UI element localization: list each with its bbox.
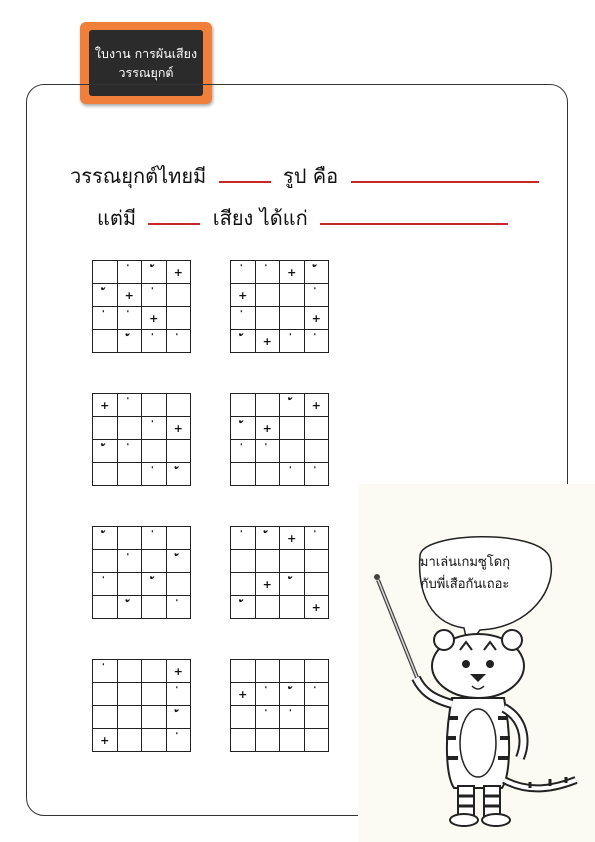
sudoku-cell	[166, 596, 191, 619]
sudoku-cell	[117, 596, 142, 619]
sudoku-grid-4	[230, 393, 329, 486]
sudoku-cell[interactable]	[304, 660, 329, 683]
sudoku-cell	[304, 330, 329, 353]
sudoku-cell[interactable]	[93, 683, 118, 706]
sudoku-cell[interactable]	[255, 729, 280, 752]
sudoku-cell	[117, 550, 142, 573]
sudoku-cell	[280, 683, 305, 706]
sudoku-cell[interactable]	[166, 307, 191, 330]
sudoku-cell[interactable]	[117, 573, 142, 596]
sudoku-row	[93, 596, 191, 619]
sudoku-cell: +	[93, 729, 118, 752]
worksheet-title-line2: วรรณยุกต์	[118, 65, 174, 80]
sudoku-cell	[117, 394, 142, 417]
sudoku-row	[93, 440, 191, 463]
sudoku-cell[interactable]	[166, 284, 191, 307]
sudoku-cell[interactable]	[166, 573, 191, 596]
sudoku-cell[interactable]	[231, 660, 256, 683]
sudoku-cell[interactable]	[255, 596, 280, 619]
sudoku-cell	[231, 261, 256, 284]
sudoku-cell	[117, 330, 142, 353]
sudoku-cell[interactable]	[142, 706, 167, 729]
sudoku-cell[interactable]	[142, 660, 167, 683]
sudoku-row	[231, 330, 329, 353]
sudoku-cell: +	[166, 261, 191, 284]
sudoku-row	[231, 307, 329, 330]
sudoku-row	[93, 660, 191, 683]
question-1-text-a: วรรณยุกต์ไทยมี	[70, 164, 207, 188]
sudoku-row	[231, 417, 329, 440]
sudoku-cell	[231, 307, 256, 330]
sudoku-row	[231, 394, 329, 417]
sudoku-grid-6	[230, 526, 329, 619]
sudoku-cell	[255, 440, 280, 463]
answer-blank-count-forms[interactable]	[219, 180, 271, 183]
sudoku-cell[interactable]	[93, 330, 118, 353]
speech-bubble-line2: กับพี่เสือกันเถอะ	[420, 577, 510, 592]
sudoku-cell[interactable]	[231, 729, 256, 752]
sudoku-cell	[166, 683, 191, 706]
sudoku-cell[interactable]	[117, 729, 142, 752]
sudoku-cell[interactable]	[93, 596, 118, 619]
sudoku-cell[interactable]	[231, 394, 256, 417]
sudoku-cell[interactable]	[231, 550, 256, 573]
sudoku-cell	[231, 330, 256, 353]
sudoku-cell: +	[231, 284, 256, 307]
sudoku-cell	[93, 573, 118, 596]
sudoku-cell[interactable]	[117, 683, 142, 706]
sudoku-cell[interactable]	[280, 307, 305, 330]
sudoku-row	[93, 706, 191, 729]
sudoku-cell: +	[166, 660, 191, 683]
sudoku-row	[93, 284, 191, 307]
sudoku-cell	[280, 573, 305, 596]
sudoku-cell[interactable]	[166, 527, 191, 550]
sudoku-row	[93, 394, 191, 417]
sudoku-row	[93, 550, 191, 573]
sudoku-cell[interactable]	[142, 550, 167, 573]
sudoku-cell	[93, 660, 118, 683]
sudoku-cell	[117, 440, 142, 463]
sudoku-row	[231, 440, 329, 463]
sudoku-cell: +	[304, 307, 329, 330]
sudoku-cell[interactable]	[231, 706, 256, 729]
sudoku-row	[93, 729, 191, 752]
sudoku-cell	[255, 706, 280, 729]
sudoku-cell[interactable]	[304, 573, 329, 596]
sudoku-cell	[142, 330, 167, 353]
tiger-icon	[416, 630, 576, 826]
sudoku-row	[231, 284, 329, 307]
sudoku-cell	[231, 440, 256, 463]
sudoku-cell: +	[280, 527, 305, 550]
sudoku-cell[interactable]	[231, 463, 256, 486]
sudoku-cell[interactable]	[255, 463, 280, 486]
sudoku-cell	[166, 463, 191, 486]
sudoku-row	[231, 729, 329, 752]
sudoku-cell[interactable]	[304, 729, 329, 752]
sudoku-cell[interactable]	[166, 394, 191, 417]
sudoku-row	[231, 550, 329, 573]
sudoku-cell[interactable]	[280, 417, 305, 440]
sudoku-grid-8	[230, 659, 329, 752]
sudoku-cell	[255, 683, 280, 706]
sudoku-cell[interactable]	[255, 307, 280, 330]
sudoku-cell[interactable]	[280, 729, 305, 752]
sudoku-cell[interactable]	[117, 706, 142, 729]
sudoku-cell	[142, 261, 167, 284]
sudoku-cell[interactable]	[142, 440, 167, 463]
speech-bubble-text	[390, 552, 540, 596]
sudoku-cell[interactable]	[93, 417, 118, 440]
sudoku-cell	[93, 307, 118, 330]
sudoku-cell	[117, 261, 142, 284]
sudoku-cell[interactable]	[93, 463, 118, 486]
sudoku-cell[interactable]	[255, 394, 280, 417]
sudoku-cell	[166, 330, 191, 353]
sudoku-cell: +	[255, 330, 280, 353]
sudoku-row	[231, 660, 329, 683]
sudoku-cell[interactable]	[255, 550, 280, 573]
sudoku-row	[93, 417, 191, 440]
sudoku-row	[231, 527, 329, 550]
sudoku-cell[interactable]	[117, 463, 142, 486]
sudoku-row	[231, 573, 329, 596]
sudoku-cell	[142, 284, 167, 307]
sudoku-cell[interactable]	[304, 706, 329, 729]
sudoku-row	[231, 683, 329, 706]
sudoku-cell	[93, 284, 118, 307]
sudoku-cell	[93, 440, 118, 463]
sudoku-cell[interactable]	[93, 261, 118, 284]
sudoku-row	[93, 261, 191, 284]
sudoku-row	[93, 573, 191, 596]
question-2	[97, 202, 514, 234]
sudoku-cell: +	[304, 596, 329, 619]
question-2-text-a: แต่มี	[97, 206, 137, 230]
sudoku-cell	[166, 706, 191, 729]
sudoku-cell: +	[280, 261, 305, 284]
sudoku-cell	[142, 573, 167, 596]
sudoku-cell: +	[255, 417, 280, 440]
sudoku-cell[interactable]	[304, 417, 329, 440]
sudoku-cell	[142, 527, 167, 550]
sudoku-cell	[231, 527, 256, 550]
sudoku-row	[93, 330, 191, 353]
sudoku-cell	[280, 706, 305, 729]
answer-blank-tones[interactable]	[320, 222, 508, 225]
sudoku-row	[231, 463, 329, 486]
sudoku-cell[interactable]	[255, 284, 280, 307]
sudoku-cell[interactable]	[117, 417, 142, 440]
answer-blank-forms[interactable]	[351, 180, 539, 183]
sudoku-cell	[166, 729, 191, 752]
sudoku-cell[interactable]	[93, 706, 118, 729]
sudoku-cell	[304, 463, 329, 486]
sudoku-cell	[142, 463, 167, 486]
sudoku-cell	[231, 596, 256, 619]
sudoku-grid-5	[92, 526, 191, 619]
sudoku-row	[231, 261, 329, 284]
sudoku-cell	[93, 527, 118, 550]
sudoku-cell	[304, 527, 329, 550]
sudoku-row	[93, 683, 191, 706]
sudoku-cell	[255, 527, 280, 550]
sudoku-row	[93, 527, 191, 550]
sudoku-cell	[231, 417, 256, 440]
question-1	[70, 160, 545, 192]
sudoku-row	[231, 706, 329, 729]
sudoku-cell: +	[255, 573, 280, 596]
sudoku-cell	[142, 417, 167, 440]
sudoku-grid-3	[92, 393, 191, 486]
sudoku-cell[interactable]	[142, 683, 167, 706]
sudoku-cell[interactable]	[280, 596, 305, 619]
sudoku-cell	[255, 261, 280, 284]
sudoku-grid-7	[92, 659, 191, 752]
sudoku-cell[interactable]	[166, 440, 191, 463]
sudoku-cell: +	[304, 394, 329, 417]
worksheet-title-line1: ใบงาน การผันเสียง	[94, 46, 198, 61]
sudoku-cell	[280, 394, 305, 417]
sudoku-grid-2	[230, 260, 329, 353]
sudoku-cell	[304, 261, 329, 284]
sudoku-cell: +	[166, 417, 191, 440]
sudoku-cell: +	[142, 307, 167, 330]
sudoku-cell[interactable]	[304, 550, 329, 573]
sudoku-cell[interactable]	[280, 440, 305, 463]
sudoku-cell[interactable]	[142, 596, 167, 619]
sudoku-grid-1	[92, 260, 191, 353]
sudoku-cell: +	[231, 683, 256, 706]
sudoku-cell: +	[93, 394, 118, 417]
sudoku-row	[93, 463, 191, 486]
sudoku-cell	[280, 330, 305, 353]
question-1-text-b: รูป คือ	[282, 164, 339, 188]
sudoku-cell	[117, 307, 142, 330]
sudoku-cell	[166, 550, 191, 573]
sudoku-cell: +	[117, 284, 142, 307]
sudoku-cell[interactable]	[93, 550, 118, 573]
question-2-text-b: เสียง ได้แก่	[212, 206, 308, 230]
sudoku-cell[interactable]	[304, 440, 329, 463]
sudoku-row	[231, 596, 329, 619]
sudoku-cell[interactable]	[142, 394, 167, 417]
sudoku-row	[93, 307, 191, 330]
sudoku-cell	[304, 683, 329, 706]
sudoku-cell[interactable]	[280, 660, 305, 683]
sudoku-cell	[304, 284, 329, 307]
speech-bubble-line1: มาเล่นเกมซูโดกุ	[419, 555, 511, 570]
sudoku-cell[interactable]	[142, 729, 167, 752]
sudoku-cell[interactable]	[117, 660, 142, 683]
sudoku-cell[interactable]	[255, 660, 280, 683]
sudoku-cell[interactable]	[280, 550, 305, 573]
sudoku-cell[interactable]	[117, 527, 142, 550]
answer-blank-count-tones[interactable]	[148, 222, 200, 225]
sudoku-cell	[280, 463, 305, 486]
sudoku-cell[interactable]	[231, 573, 256, 596]
sudoku-cell[interactable]	[280, 284, 305, 307]
